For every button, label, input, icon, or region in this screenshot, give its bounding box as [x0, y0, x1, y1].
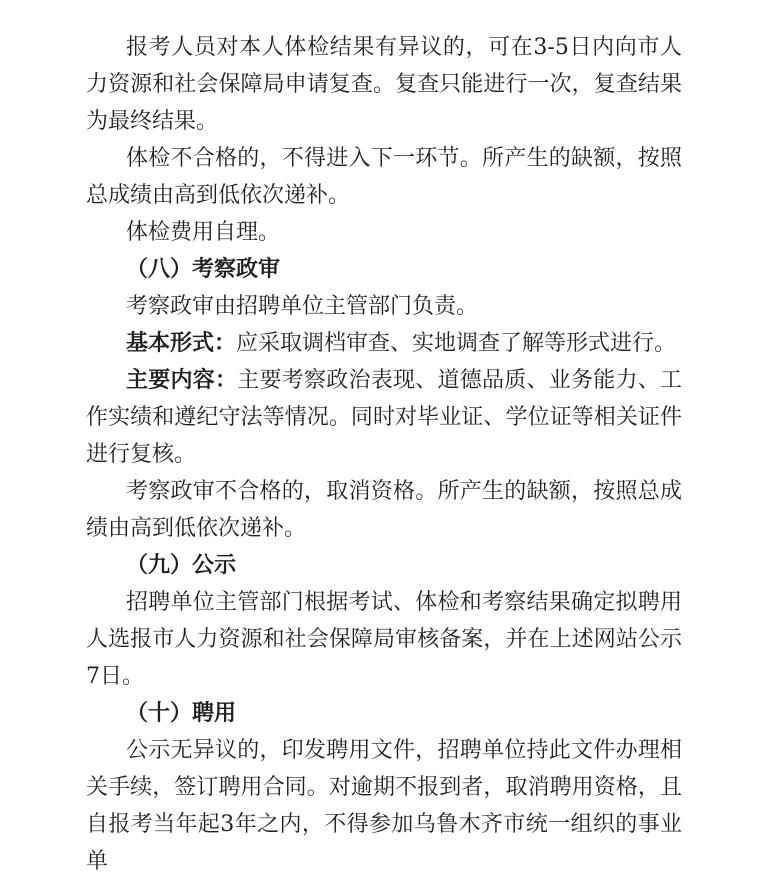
paragraph-text: 公示无异议的，印发聘用文件，招聘单位持此文件办理相关手续，签订聘用合同。对逾期不报到者，取消聘用资格，且自报考当年起3年之内，不得参加乌鲁木齐市统一组织的事业单 — [86, 738, 682, 874]
paragraph-lead: 主要内容： — [126, 367, 238, 393]
paragraph-exam-fee — [86, 214, 682, 251]
paragraph-inspection-responsibility — [86, 288, 682, 325]
paragraph-inspection-fail — [86, 473, 682, 547]
heading-section-9-publicity: （九）公示 — [126, 552, 237, 578]
paragraph-text: 考察政审不合格的，取消资格。所产生的缺额，按照总成绩由高到低依次递补。 — [86, 479, 682, 541]
paragraph-text: 招聘单位主管部门根据考试、体检和考察结果确定拟聘用人选报市人力资源和社会保障局审核备案，并在上述网站公示7日。 — [86, 590, 682, 689]
paragraph-lead: 基本形式： — [126, 330, 237, 356]
paragraph-basic-form — [86, 325, 682, 362]
paragraph-recheck-policy — [86, 29, 682, 140]
paragraph-text: 体检费用自理。 — [126, 220, 281, 245]
paragraph-text: 体检不合格的，不得进入下一环节。所产生的缺额，按照总成绩由高到低依次递补。 — [86, 146, 682, 208]
paragraph-fail-replacement — [86, 140, 682, 214]
heading-section-8-inspection: （八）考察政审 — [126, 256, 281, 282]
heading-section-10-employment: （十）聘用 — [126, 700, 237, 726]
paragraph-text: 考察政审由招聘单位主管部门负责。 — [126, 294, 479, 319]
paragraph-main-content — [86, 362, 682, 473]
paragraph-text: 主要考察政治表现、道德品质、业务能力、工作实绩和遵纪守法等情况。同时对毕业证、学位证等相关证件进行复核。 — [86, 368, 682, 467]
paragraph-publicity-detail — [86, 584, 682, 695]
paragraph-text: 报考人员对本人体检结果有异议的，可在3-5日内向市人力资源和社会保障局申请复查。复查只能进行一次，复查结果为最终结果。 — [86, 35, 682, 134]
paragraph-employment-detail — [86, 732, 682, 880]
paragraph-text: 应采取调档审查、实地调查了解等形式进行。 — [236, 331, 677, 356]
